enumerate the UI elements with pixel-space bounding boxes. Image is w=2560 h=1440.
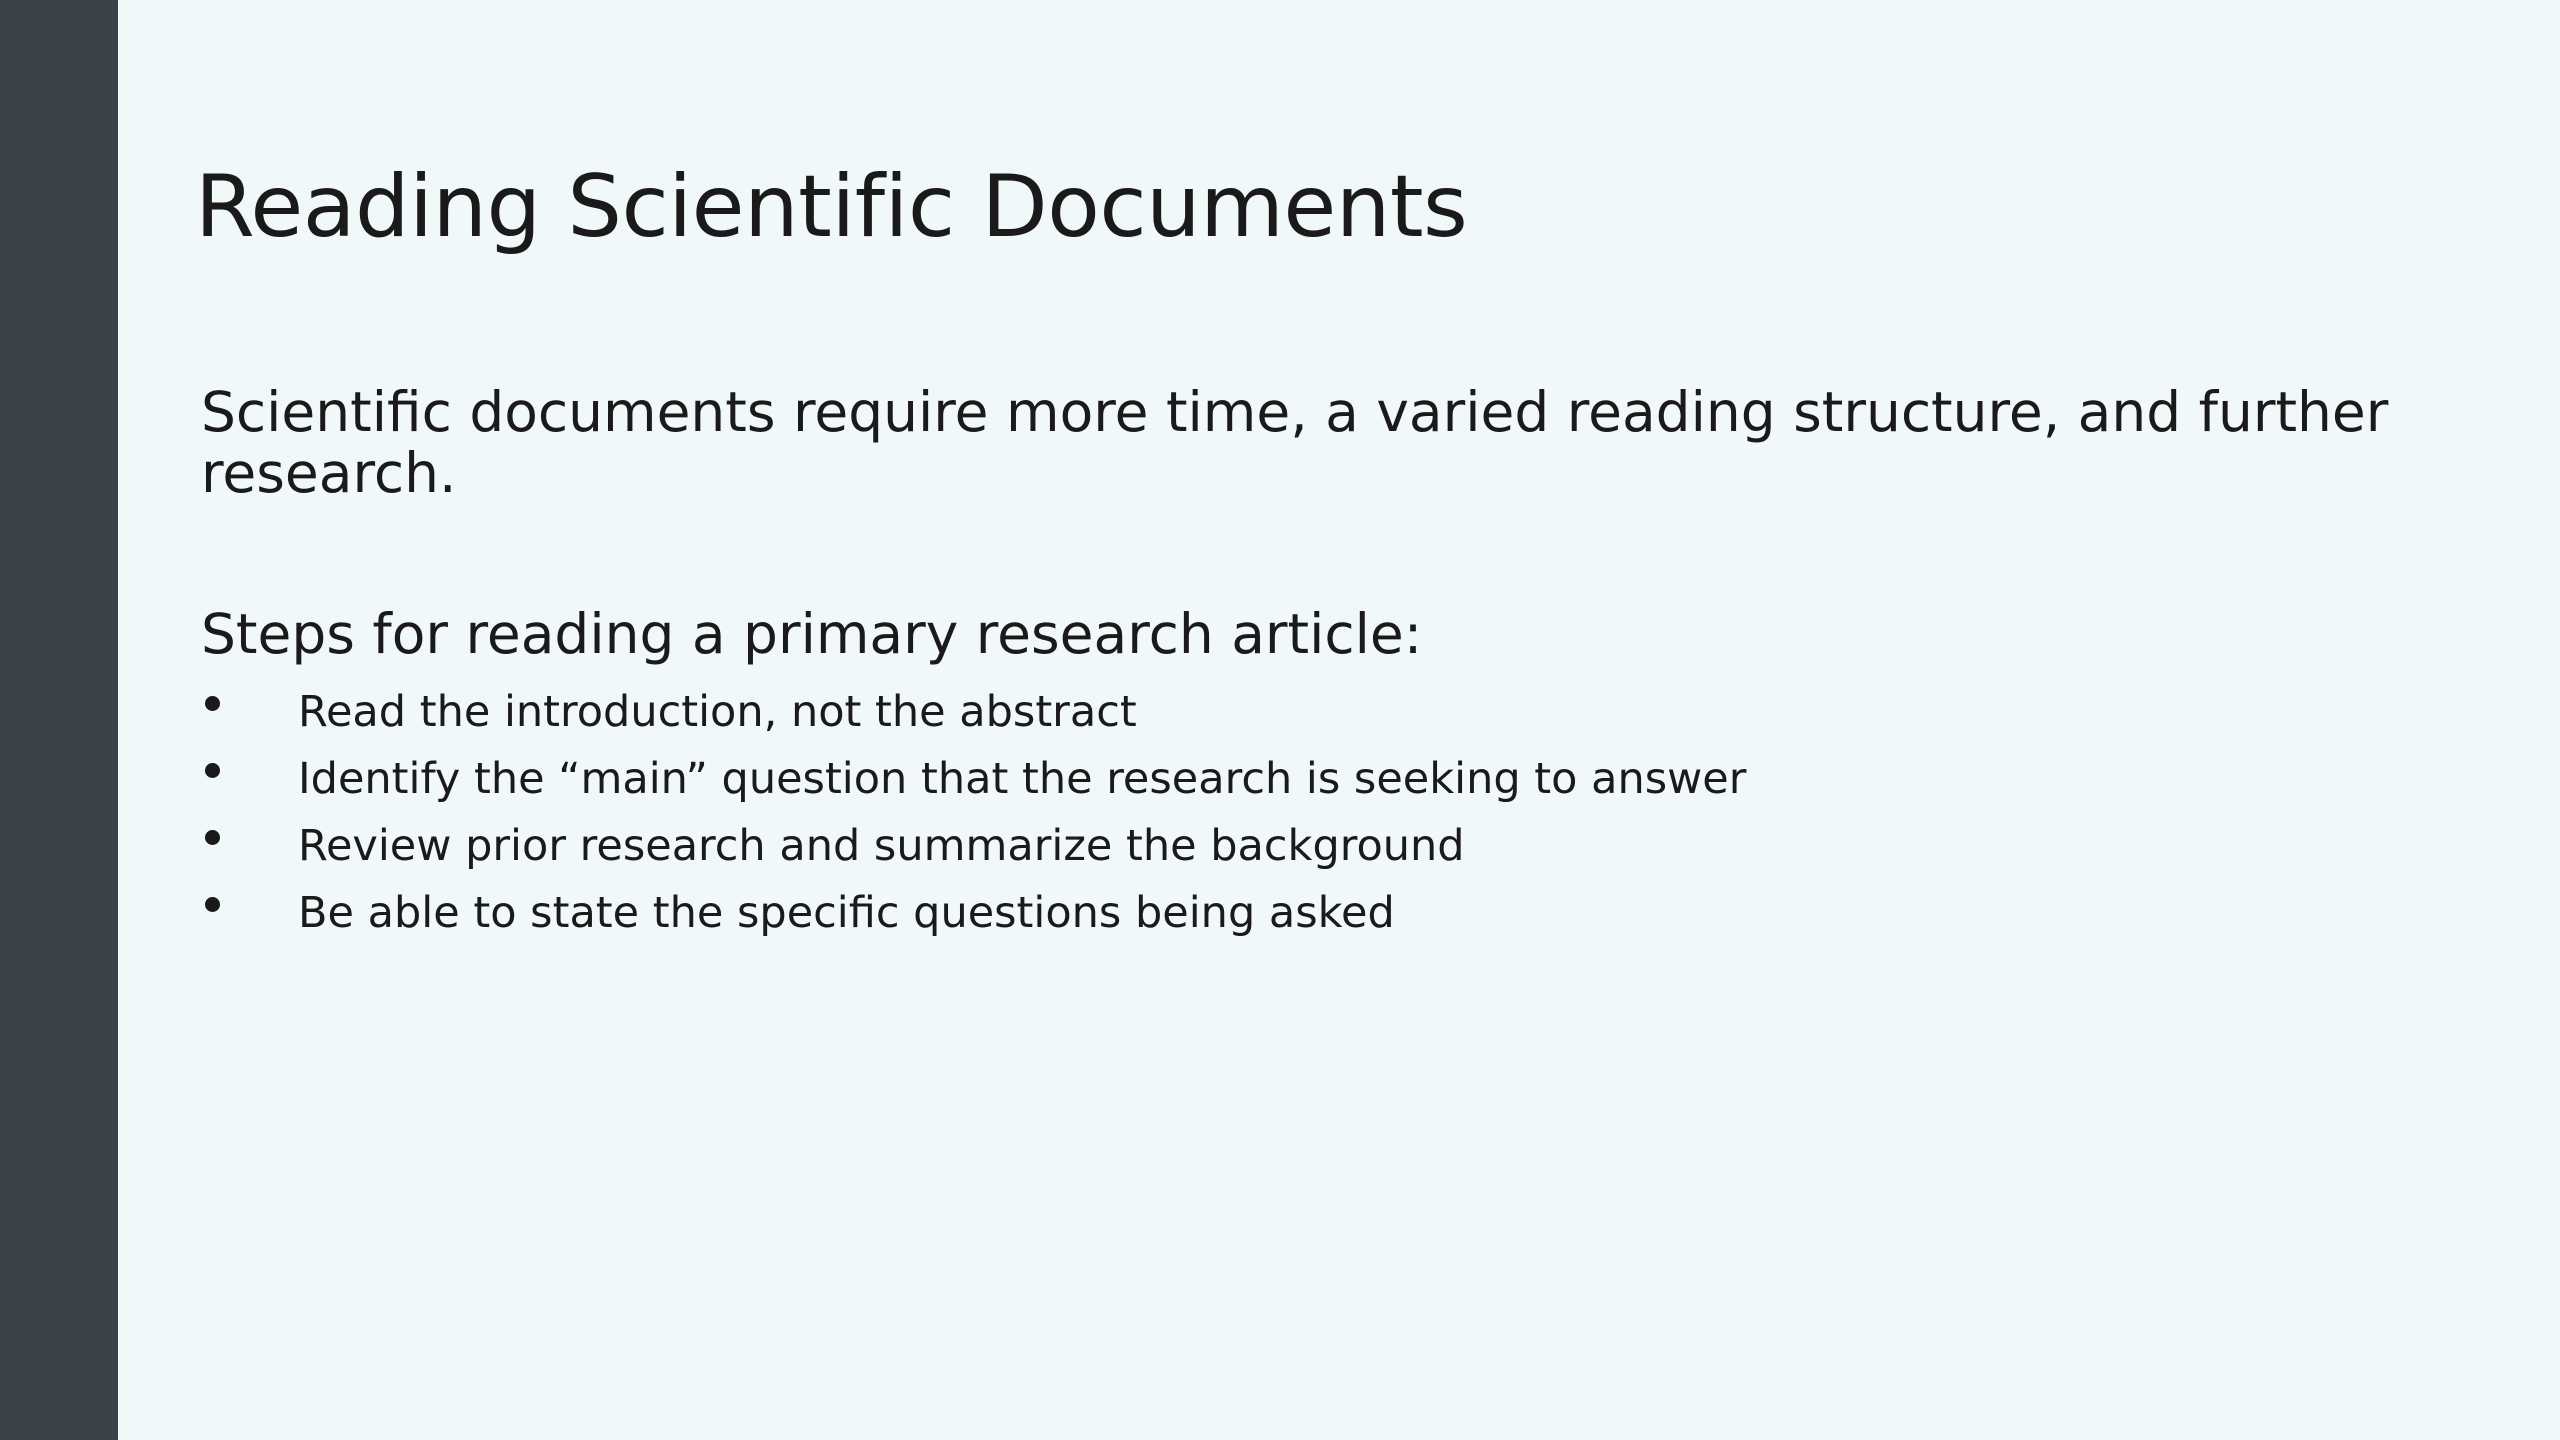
bullet-icon (205, 830, 220, 845)
slide-title: Reading Scientific Documents (195, 157, 1468, 257)
bullet-icon (205, 696, 220, 711)
intro-paragraph: Scientific documents require more time, a varied reading structure, and further research. (201, 380, 2389, 505)
steps-heading: Steps for reading a primary research article: (201, 602, 1423, 666)
bullet-icon (205, 763, 220, 778)
step-text: Identify the “main” question that the research is seeking to answer (298, 754, 1747, 804)
step-text: Read the introduction, not the abstract (298, 687, 1137, 737)
left-accent-bar (0, 0, 118, 1440)
bullet-icon (205, 897, 220, 912)
step-text: Be able to state the specific questions being asked (298, 888, 1395, 938)
step-text: Review prior research and summarize the background (298, 821, 1465, 871)
